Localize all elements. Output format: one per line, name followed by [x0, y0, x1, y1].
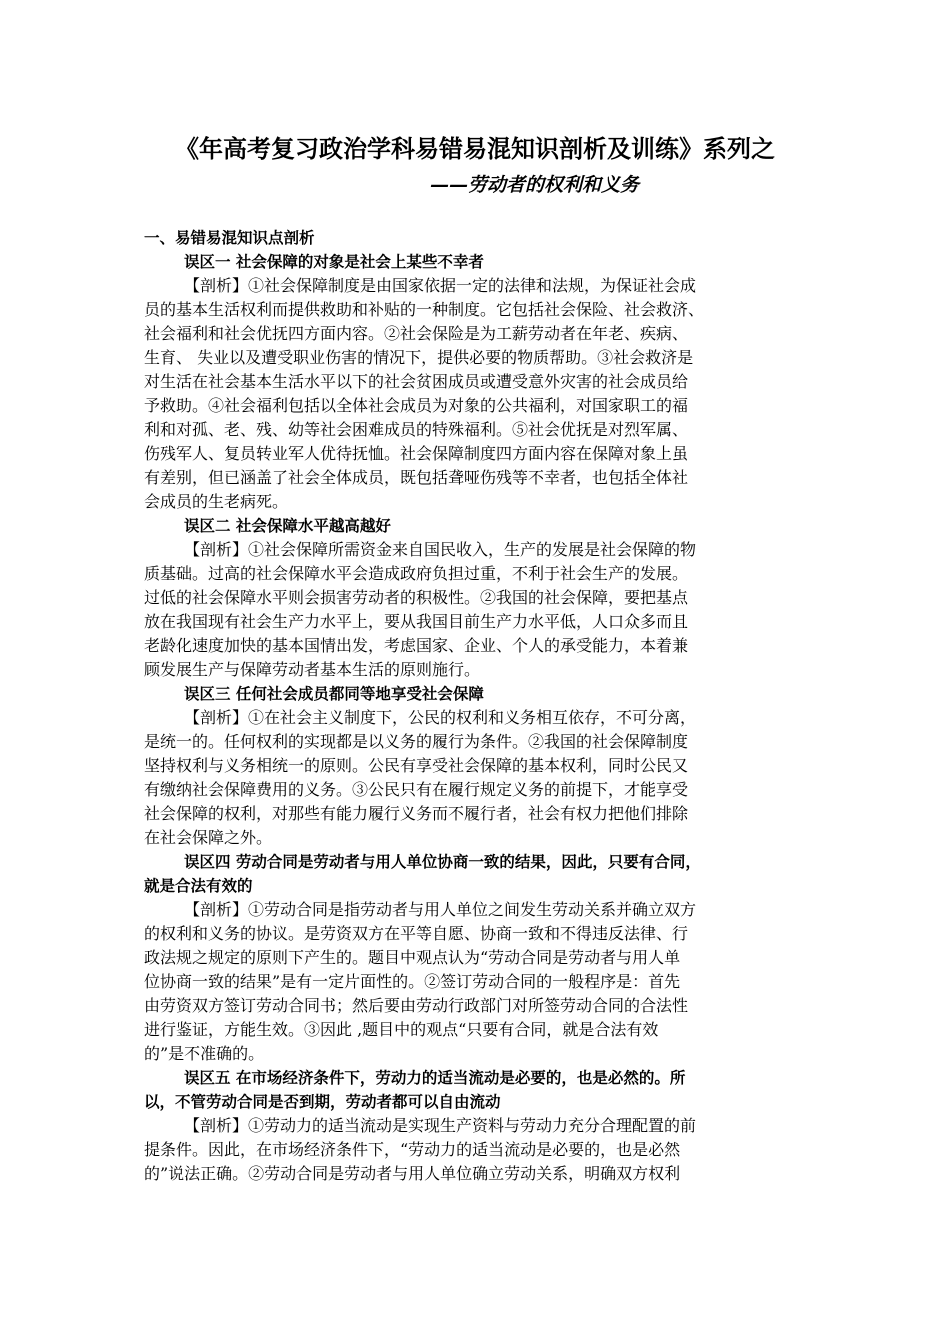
paragraph-line: 坚持权利与义务相统一的原则。公民有享受社会保障的基本权利，同时公民又: [144, 756, 689, 775]
paragraph-line: 予救助。④社会福利包括以全体社会成员为对象的公共福利，对国家职工的福: [144, 396, 689, 415]
analysis-paragraph-line: 【剖析】①社会保障制度是由国家依据一定的法律和法规，为保证社会成: [184, 276, 697, 295]
paragraph-line: 提条件。因此，在市场经济条件下，“劳动力的适当流动是必要的，也是必然: [144, 1140, 681, 1159]
paragraph-line: 位协商一致的结果”是有一定片面性的。②签订劳动合同的一般程序是：首先: [144, 972, 681, 991]
misconception-heading: 误区三 任何社会成员都同等地享受社会保障: [184, 685, 484, 703]
analysis-paragraph-line: 【剖析】①劳动力的适当流动是实现生产资料与劳动力充分合理配置的前: [184, 1116, 697, 1135]
document-title: 《年高考复习政治学科易错易混知识剖析及训练》系列之: [175, 135, 775, 163]
analysis-paragraph-line: 【剖析】①社会保障所需资金来自国民收入，生产的发展是社会保障的物: [184, 540, 697, 559]
misconception-heading: 误区五 在市场经济条件下，劳动力的适当流动是必要的，也是必然的。所: [184, 1069, 686, 1087]
paragraph-line: 放在我国现有社会生产力水平上，要从我国目前生产力水平低，人口众多而且: [144, 612, 689, 631]
paragraph-line: 是统一的。任何权利的实现都是以义务的履行为条件。②我国的社会保障制度: [144, 732, 689, 751]
paragraph-line: 由劳资双方签订劳动合同书；然后要由劳动行政部门对所签劳动合同的合法性: [144, 996, 689, 1015]
paragraph-line: 利和对孤、老、残、幼等社会困难成员的特殊福利。⑤社会优抚是对烈军属、: [144, 420, 689, 439]
misconception-heading: 误区四 劳动合同是劳动者与用人单位协商一致的结果，因此，只要有合同，: [184, 853, 701, 871]
paragraph-line: 的”说法正确。②劳动合同是劳动者与用人单位确立劳动关系，明确双方权利: [144, 1164, 681, 1183]
misconception-heading-continued: 以，不管劳动合同是否到期，劳动者都可以自由流动: [144, 1093, 501, 1111]
misconception-heading: 误区一 社会保障的对象是社会上某些不幸者: [184, 253, 484, 271]
analysis-paragraph-line: 【剖析】①在社会主义制度下，公民的权利和义务相互依存，不可分离，: [184, 708, 697, 727]
paragraph-line: 员的基本生活权利而提供救助和补贴的一种制度。它包括社会保险、社会救济、: [144, 300, 705, 319]
paragraph-line: 伤残军人、复员转业军人优待抚恤。社会保障制度四方面内容在保障对象上虽: [144, 444, 689, 463]
paragraph-line: 社会福利和社会优抚四方面内容。②社会保险是为工薪劳动者在年老、疾病、: [144, 324, 689, 343]
paragraph-line: 有差别，但已涵盖了社会全体成员，既包括聋哑伤残等不幸者，也包括全体社: [144, 468, 689, 487]
document-subtitle: ——劳动者的权利和义务: [430, 174, 640, 196]
analysis-paragraph-line: 【剖析】①劳动合同是指劳动者与用人单位之间发生劳动关系并确立双方: [184, 900, 697, 919]
paragraph-line: 政法规之规定的原则下产生的。题目中观点认为“劳动合同是劳动者与用人单: [144, 948, 681, 967]
section-heading: 一、易错易混知识点剖析: [144, 229, 315, 247]
paragraph-line: 生育、 失业以及遭受职业伤害的情况下，提供必要的物质帮助。③社会救济是: [144, 348, 694, 367]
paragraph-line: 过低的社会保障水平则会损害劳动者的积极性。②我国的社会保障，要把基点: [144, 588, 689, 607]
document-body: [144, 226, 808, 1186]
misconception-heading: 误区二 社会保障水平越高越好: [184, 517, 391, 535]
paragraph-line: 会成员的生老病死。: [144, 492, 289, 511]
paragraph-line: 的权利和义务的协议。是劳资双方在平等自愿、协商一致和不得违反法律、行: [144, 924, 689, 943]
paragraph-line: 顾发展生产与保障劳动者基本生活的原则施行。: [144, 660, 481, 679]
paragraph-line: 有缴纳社会保障费用的义务。③公民只有在履行规定义务的前提下，才能享受: [144, 780, 689, 799]
paragraph-line: 老龄化速度加快的基本国情出发，考虑国家、企业、个人的承受能力，本着兼: [144, 636, 689, 655]
misconception-heading-continued: 就是合法有效的: [144, 877, 253, 895]
paragraph-line: 在社会保障之外。: [144, 828, 273, 847]
paragraph-line: 进行鉴证，方能生效。③因此 ,题目中的观点“只要有合同，就是合法有效: [144, 1020, 659, 1039]
paragraph-line: 质基础。过高的社会保障水平会造成政府负担过重，不利于社会生产的发展。: [144, 564, 689, 583]
paragraph-line: 对生活在社会基本生活水平以下的社会贫困成员或遭受意外灾害的社会成员给: [144, 372, 689, 391]
paragraph-line: 社会保障的权利，对那些有能力履行义务而不履行者，社会有权力把他们排除: [144, 804, 689, 823]
paragraph-line: 的”是不准确的。: [144, 1044, 265, 1063]
